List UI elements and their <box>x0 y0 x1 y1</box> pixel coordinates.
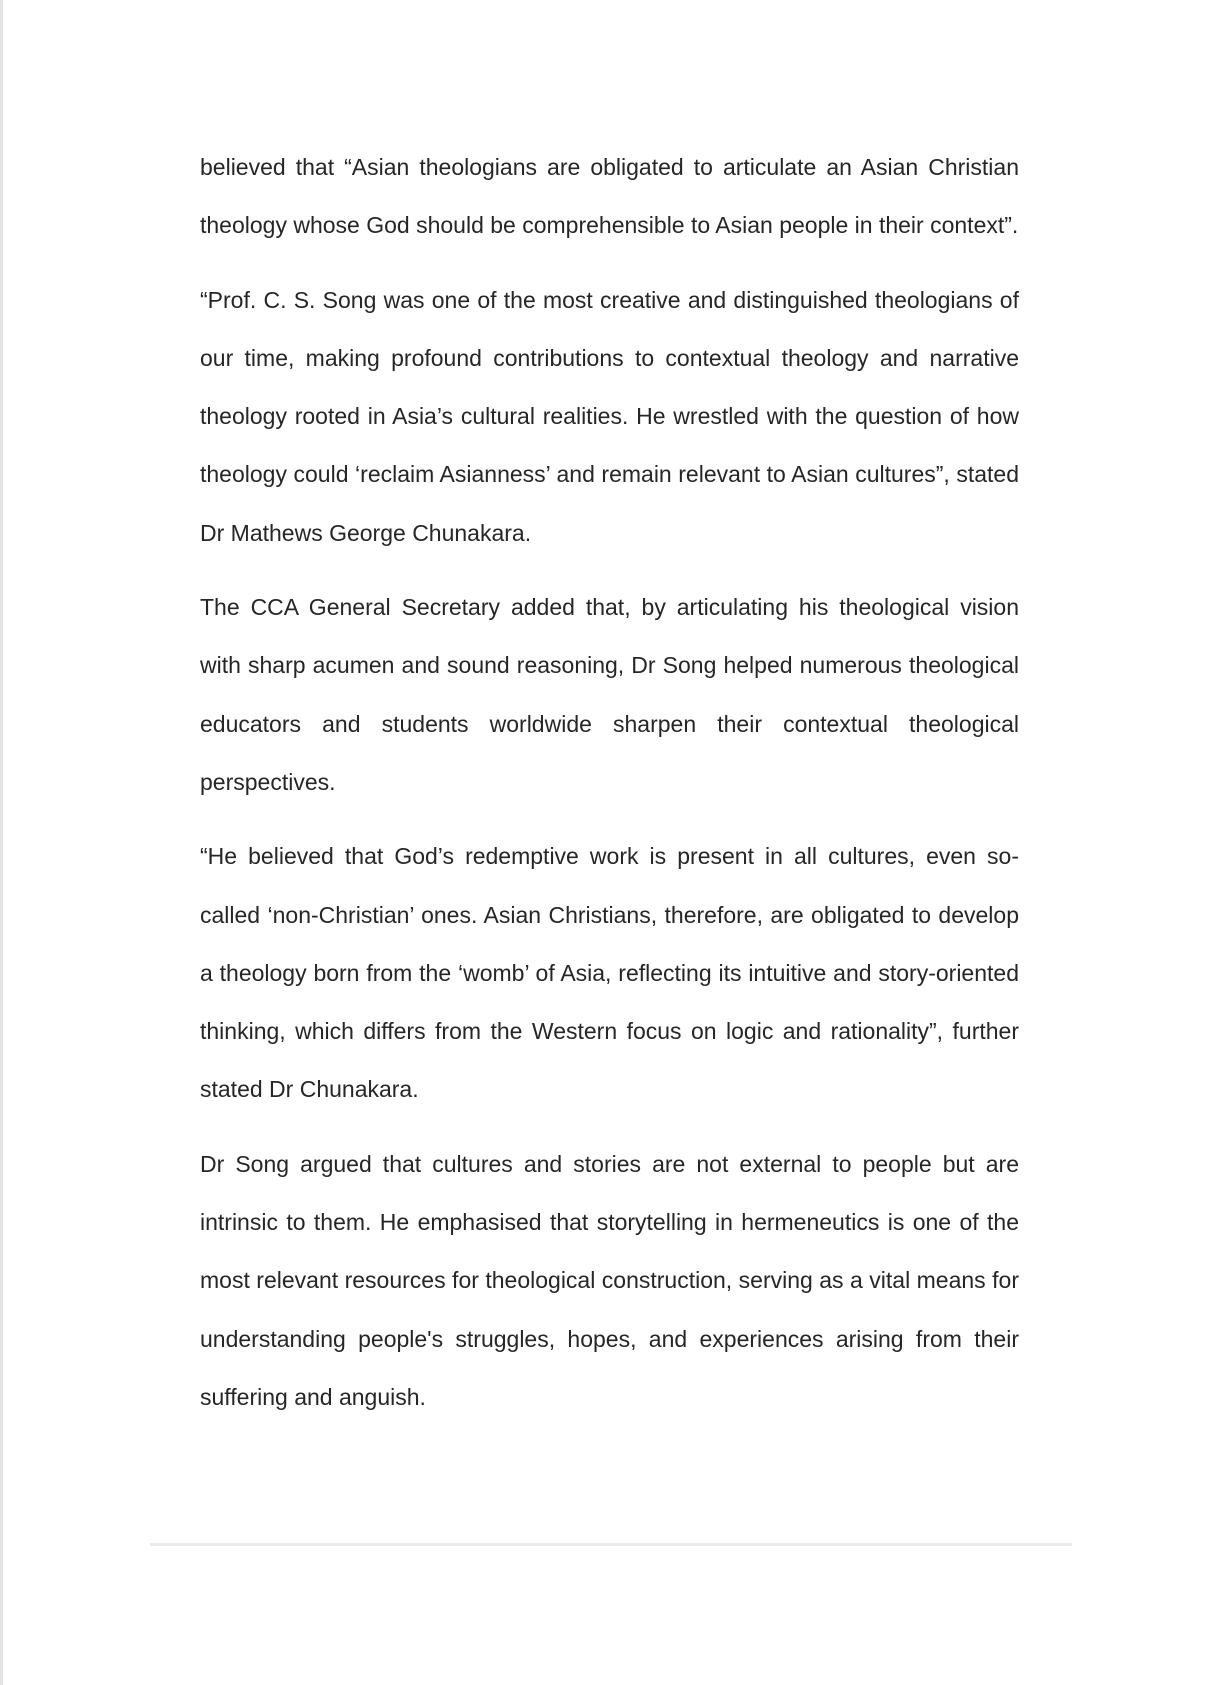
document-body <box>200 138 1019 1426</box>
footer-divider <box>150 1543 1072 1546</box>
paragraph-4: “He believed that God’s redemptive work is present in all cultures, even so-called ‘non-Christian’ ones. Asian Christians, therefore, are obligated to develop a theology born from the ‘womb’ of Asia, reflecting its intuitive and story-oriented thinking, which differs from the Western focus on logic and rationality”, further stated Dr Chunakara. <box>200 843 1019 1103</box>
paragraph-5: Dr Song argued that cultures and stories are not external to people but are intrinsic to them. He emphasised that storytelling in hermeneutics is one of the most relevant resources for theological construction, serving as a vital means for understanding people's struggles, hopes, and experiences arising from their suffering and anguish. <box>200 1150 1019 1410</box>
page-left-edge <box>0 0 3 1685</box>
paragraph-3: The CCA General Secretary added that, by articulating his theological vision with sharp acumen and sound reasoning, Dr Song helped numerous theological educators and students worldwide sharpen their contextual theological perspectives. <box>200 594 1019 795</box>
paragraph-1: believed that “Asian theologians are obligated to articulate an Asian Christian theology whose God should be comprehensible to Asian people in their context”. <box>200 154 1019 239</box>
paragraph-2: “Prof. C. S. Song was one of the most creative and distinguished theologians of our time, making profound contributions to contextual theology and narrative theology rooted in Asia’s cultural realities. He wrestled with the question of how theology could ‘reclaim Asianness’ and remain relevant to Asian cultures”, stated Dr Mathews George Chunakara. <box>200 286 1019 546</box>
